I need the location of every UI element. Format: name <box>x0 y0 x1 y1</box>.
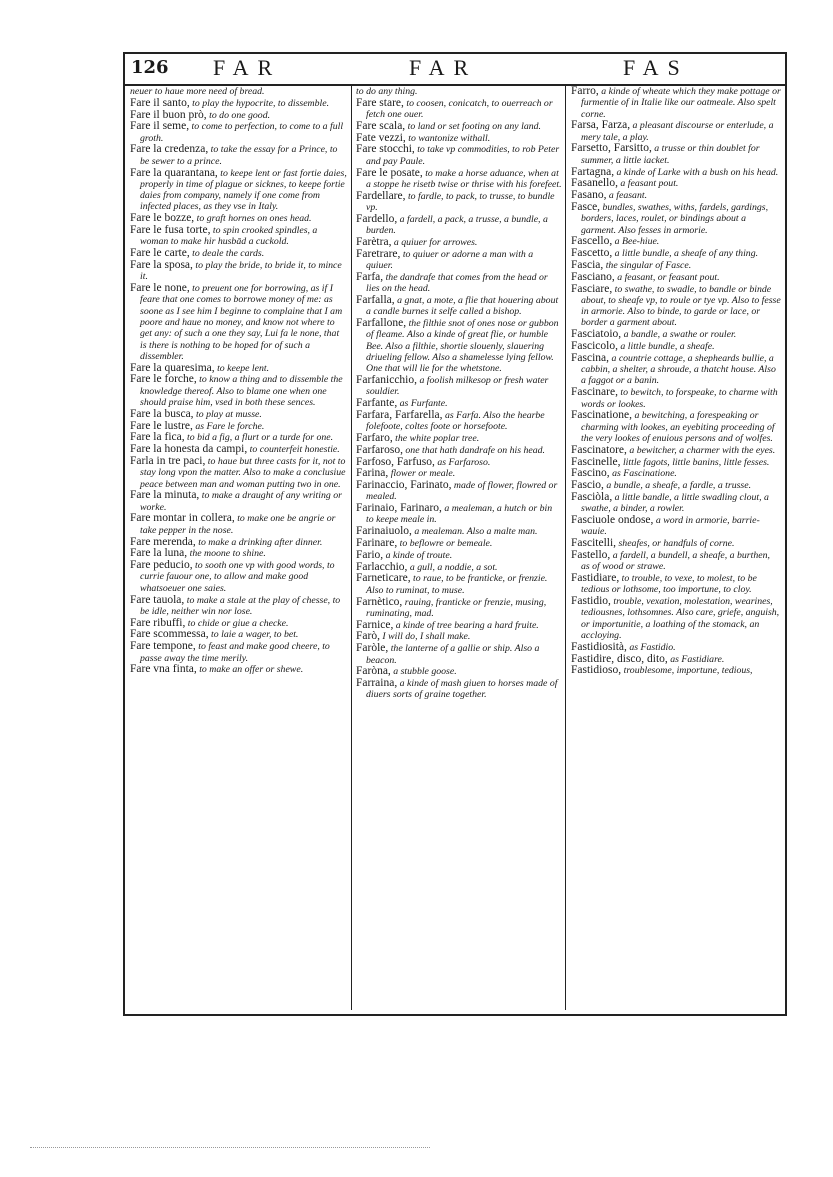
entry-headword: Farètra, <box>356 235 392 248</box>
entry-definition: as Fastidiare. <box>667 653 725 665</box>
dictionary-entry <box>130 213 348 224</box>
entry-definition: to take the essay for a Prince, to be sewer to a prince. <box>140 144 338 167</box>
dictionary-entry <box>571 654 781 665</box>
entry-definition: sheafes, or handfuls of corne. <box>616 538 735 550</box>
entry-headword: Fasciano, <box>571 270 615 283</box>
entry-headword: Fare tauola, <box>130 593 185 606</box>
entry-definition: a trusse or thin doublet for summer, a little iacket. <box>581 143 760 166</box>
entry-headword: Farò, <box>356 630 380 643</box>
dictionary-entry <box>356 468 562 479</box>
entry-headword: Farfaro, <box>356 431 393 444</box>
dictionary-entry <box>130 283 348 362</box>
entry-definition: to sooth one vp with good words, to currie fauour one, to allow and make good whatsoeuer one saies. <box>140 560 335 594</box>
dictionary-entry <box>571 202 781 236</box>
entry-definition: as Fascinatione. <box>609 468 677 480</box>
entry-headword: Fare le fusa torte, <box>130 224 211 237</box>
entry-definition: a fardell, a bundell, a sheafe, a burthen, as of wood or strawe. <box>581 549 770 573</box>
dictionary-entry <box>130 595 348 618</box>
entry-definition: a little bundle, a sheafe of any thing. <box>612 248 759 260</box>
dictionary-entry <box>356 295 562 318</box>
dictionary-entry <box>130 641 348 664</box>
dictionary-entry <box>356 318 562 374</box>
dictionary-entry <box>571 167 781 178</box>
entry-headword: Fate vezzi, <box>356 131 406 144</box>
dictionary-entry <box>356 249 562 272</box>
entry-definition: to play the bride, to bride it, to mince it. <box>140 259 342 283</box>
dictionary-entry <box>571 190 781 201</box>
dictionary-entry <box>571 86 781 120</box>
entry-headword: Farinaio, Farinaro, <box>356 502 442 515</box>
dictionary-entry <box>356 375 562 398</box>
entry-headword: Fascino, <box>571 467 610 480</box>
column-1 <box>130 86 348 1010</box>
entry-definition: to make one be angrie or take pepper in the nose. <box>140 513 336 536</box>
entry-definition: to deale the cards. <box>189 248 265 260</box>
entry-headword: Fare le lustre, <box>130 419 193 432</box>
entry-headword: Fastidio, <box>571 595 611 608</box>
entry-definition: a mealeman. Also a malte man. <box>411 526 538 538</box>
dictionary-entry <box>356 631 562 642</box>
dictionary-entry <box>356 433 562 444</box>
entry-headword: Farnètico, <box>356 595 403 608</box>
entry-headword: Faretrare, <box>356 247 401 260</box>
entry-definition: to keepe lent or fast fortie daies, properly in time of plague or sicknes, to keepe fortie daies from company, namely if one come from infected places, as they vse in Italy. <box>140 167 347 213</box>
dictionary-entry <box>356 133 562 144</box>
entry-headword: Fare il santo, <box>130 96 190 109</box>
entry-definition: to do one good. <box>206 109 271 121</box>
entry-definition: a mealeman, a hutch or bin to keepe meale in. <box>366 503 553 526</box>
entry-definition: a countrie cottage, a shepheards bullie, a cabbin, a shelter, a shroude, a thatcht house. Also a faggot or a banin. <box>581 352 776 387</box>
dictionary-entry <box>130 432 348 443</box>
entry-definition: a foolish milkesop or fresh water souldier. <box>366 374 549 398</box>
dictionary-entry <box>571 236 781 247</box>
entry-headword: Fare la busca, <box>130 407 194 420</box>
entry-definition: a pleasant discourse or enterlude, a mery tale, a play. <box>581 120 774 143</box>
entry-definition: the white poplar tree. <box>392 432 480 444</box>
entry-definition: to keepe lent. <box>214 362 270 374</box>
entry-headword: Farlacchio, <box>356 560 408 573</box>
dictionary-entry <box>130 537 348 548</box>
entry-definition: flower or meale. <box>388 468 456 480</box>
entry-definition: to chide or giue a checke. <box>185 617 289 629</box>
middle-guide-word: FAR <box>409 55 478 80</box>
dictionary-entry <box>571 248 781 259</box>
dictionary-entry <box>130 260 348 283</box>
entry-definition: a bundle, a sheafe, a fardle, a trusse. <box>603 480 752 492</box>
entry-headword: Fare la honesta da campi, <box>130 443 248 456</box>
entry-definition: to bewitch, to forspeake, to charme with words or lookes. <box>581 387 778 410</box>
entry-headword: Fare il buon prò, <box>130 108 207 121</box>
entry-headword: Farfa, <box>356 270 384 283</box>
dictionary-entry <box>356 538 562 549</box>
dictionary-entry <box>356 98 562 121</box>
entry-definition: to fardle, to pack, to trusse, to bundle vp. <box>366 190 555 213</box>
entry-headword: Fare merenda, <box>130 535 196 548</box>
entry-headword: Fasanello, <box>571 177 618 190</box>
page-number: 126 <box>131 57 169 78</box>
entry-headword: Fartagna, <box>571 165 615 178</box>
dictionary-entry <box>130 548 348 559</box>
entry-definition: to play at musse. <box>193 408 262 420</box>
dictionary-entry <box>130 444 348 455</box>
entry-headword: Fascinelle, <box>571 455 621 468</box>
dictionary-entry <box>130 225 348 248</box>
entry-definition: a bandle, a swathe or rouler. <box>621 329 737 341</box>
entry-definition: a kinde of Larke with a bush on his head. <box>614 166 779 178</box>
dictionary-entry <box>571 596 781 641</box>
entry-headword: Fare la quaresima, <box>130 361 215 374</box>
entry-headword: Fario, <box>356 548 384 561</box>
entry-definition: a kinde of troute. <box>383 549 453 561</box>
dictionary-entry <box>130 618 348 629</box>
entry-headword: Faròna, <box>356 665 391 678</box>
entry-headword: Farsetto, Farsitto, <box>571 142 652 155</box>
left-guide-word: FAR <box>213 55 282 80</box>
footer-rule <box>30 1147 430 1148</box>
entry-headword: Farfara, Farfarella, <box>356 408 443 421</box>
entry-headword: Fascia, <box>571 258 604 271</box>
entry-headword: Fare peducio, <box>130 559 193 572</box>
entry-headword: Farfalla, <box>356 293 395 306</box>
entry-headword: Fastidiare, <box>571 571 620 584</box>
entry-headword: Fascio, <box>571 479 604 492</box>
dictionary-entry <box>356 398 562 409</box>
dictionary-entry <box>130 490 348 513</box>
entry-definition: trouble, vexation, molestation, wearines, tediousnes, lothsomnes. Also care, griefe, anguish, or importunitie, a loathing of the stomack, an accloying. <box>581 596 780 641</box>
dictionary-entry <box>130 629 348 640</box>
entry-headword: Fasciuole ondose, <box>571 513 654 526</box>
dictionary-entry <box>571 642 781 653</box>
entry-definition: as Farfa. Also the hearbe folefoote, coltes foote or horsefoote. <box>366 409 545 433</box>
entry-definition: bundles, swathes, withs, fardels, gardings, borders, laces, roulet, or bindings about a garment. Also fesses in armorie. <box>581 201 769 236</box>
dictionary-entry <box>130 110 348 121</box>
entry-definition: a fardell, a pack, a trusse, a bundle, a burden. <box>366 213 548 237</box>
entry-definition: to swathe, to swadle, to bandle or binde about, to sheafe vp, to roule or tye vp. Also to fesse in armorie. Also to binde, to garde or lace, or border a garment about. <box>581 283 781 329</box>
entry-headword: Fasce, <box>571 200 601 213</box>
dictionary-entry <box>356 168 562 191</box>
dictionary-entry <box>356 573 562 596</box>
entry-definition: a bewitching, a forespeaking or charming with lookes, an eyebiting proceeding of the very lookes of enuious persons and of wolfes. <box>581 410 775 444</box>
entry-definition: a word in armorie, barrie-wauie. <box>581 514 760 538</box>
entry-headword: Fare stocchi, <box>356 143 415 156</box>
dictionary-entry <box>356 503 562 526</box>
dictionary-entry <box>356 480 562 503</box>
dictionary-entry <box>571 515 781 538</box>
entry-headword: Fascinare, <box>571 386 618 399</box>
entry-definition: to coosen, conicatch, to ouerreach or fetch one ouer. <box>366 97 553 121</box>
dictionary-entry <box>571 492 781 515</box>
entry-definition: to make a horse aduance, when at a stoppe he risetb twise or thrise with his forefeet. <box>366 167 562 190</box>
entry-definition: as Furfante. <box>397 398 448 410</box>
dictionary-entry <box>571 143 781 166</box>
entry-headword: Fardello, <box>356 212 398 225</box>
entry-definition: a quiuer for arrowes. <box>391 236 478 248</box>
right-guide-word: FAS <box>623 55 689 80</box>
column-3 <box>571 86 781 1010</box>
entry-headword: Fare scala, <box>356 119 406 132</box>
entry-headword: Fare la fica, <box>130 431 185 444</box>
entry-headword: Fare la luna, <box>130 547 188 560</box>
entry-definition: to take vp commodities, to rob Peter and pay Paule. <box>366 144 560 167</box>
dictionary-entry <box>571 445 781 456</box>
entry-definition: a little bundle, a sheafe. <box>617 341 715 353</box>
dictionary-entry <box>130 121 348 144</box>
entry-headword: Fare le none, <box>130 282 190 295</box>
entry-headword: Fare la sposa, <box>130 258 193 271</box>
column-divider <box>351 86 352 1010</box>
dictionary-entry <box>130 374 348 408</box>
entry-definition: to raue, to be franticke, or frenzie. Also to ruminat, to muse. <box>366 573 548 596</box>
dictionary-entry <box>571 353 781 387</box>
entry-definition: the filthie snot of ones nose or gubbon of fleame. Also a kinde of great flie, or humble Bee. Also a filthie, shortie slouenly, slauering driueling fellow. Also a shamelesse lying fellow. One that will lie for the whetstone. <box>366 317 559 375</box>
dictionary-entry <box>571 272 781 283</box>
dictionary-entry <box>571 120 781 143</box>
column-2 <box>356 86 562 1010</box>
dictionary-entry <box>356 550 562 561</box>
dictionary-entry <box>356 86 562 97</box>
entry-definition: a stubble goose. <box>390 666 457 678</box>
entry-headword: Fascello, <box>571 235 613 248</box>
entry-definition: a Bee-hiue. <box>612 236 660 248</box>
dictionary-entry <box>356 144 562 167</box>
dictionary-entry <box>571 284 781 329</box>
entry-definition: to trouble, to vexe, to molest, to be tedious or lothsome, too importune, to cloy. <box>581 572 757 596</box>
dictionary-entry <box>356 272 562 295</box>
dictionary-entry <box>130 98 348 109</box>
entry-headword: Farfante, <box>356 397 398 410</box>
entry-headword: Farneticare, <box>356 572 411 585</box>
entry-definition: to bid a fig, a flurt or a turde for one. <box>184 432 334 444</box>
entry-headword: Fasciare, <box>571 282 613 295</box>
entry-headword: Fare il seme, <box>130 120 190 133</box>
entry-headword: Fascina, <box>571 351 610 364</box>
entry-definition: the singular of Fasce. <box>603 259 692 271</box>
entry-headword: Farfaroso, <box>356 443 403 456</box>
dictionary-entry <box>356 678 562 701</box>
dictionary-entry <box>571 260 781 271</box>
entry-definition: the dandrafe that comes from the head or lies on the head. <box>366 271 548 295</box>
entry-definition: a feasant, or feasant pout. <box>614 271 720 283</box>
entry-definition: a little bandle, a little swadling clout, a swathe, a binder, a rowler. <box>581 491 769 515</box>
dictionary-entry <box>356 526 562 537</box>
dictionary-entry <box>130 513 348 536</box>
entry-definition: to laie a wager, to bet. <box>208 629 299 641</box>
dictionary-entry <box>130 421 348 432</box>
entry-definition: the lanterne of a gallie or ship. Also a beacon. <box>366 643 540 666</box>
entry-definition: to make a draught of any writing or worke. <box>140 490 342 513</box>
dictionary-entry <box>356 214 562 237</box>
entry-definition: to land or set footing on any land. <box>405 120 541 132</box>
entry-definition: to know a thing and to dissemble the knowledge thereof. Also to blame one when one should praise him, vsed in both these sences. <box>140 374 343 409</box>
entry-definition: to make a stale at the play of chesse, to be idle, neither win nor lose. <box>140 594 341 617</box>
dictionary-entry <box>356 121 562 132</box>
entry-headword: Farfanicchio, <box>356 373 417 386</box>
entry-headword: Fardellare, <box>356 189 406 202</box>
entry-definition: I will do, I shall make. <box>379 631 471 643</box>
entry-headword: Fare le bozze, <box>130 212 195 225</box>
entry-headword: Farfallone, <box>356 316 407 329</box>
entry-headword: Fare le carte, <box>130 247 190 260</box>
dictionary-page <box>123 52 787 1016</box>
entry-definition: a gnat, a mote, a flie that houering about a candle burnes it selfe called a bishop. <box>366 294 559 318</box>
entry-definition: neuer to haue more need of bread. <box>130 86 265 97</box>
entry-headword: Fare vna finta, <box>130 663 197 676</box>
entry-headword: Fascetto, <box>571 247 613 260</box>
dictionary-entry <box>130 560 348 594</box>
dictionary-entry <box>130 168 348 213</box>
entry-headword: Farla in tre paci, <box>130 455 206 467</box>
entry-headword: Fare stare, <box>356 96 404 109</box>
dictionary-entry <box>571 387 781 410</box>
dictionary-entry <box>571 178 781 189</box>
dictionary-entry <box>356 237 562 248</box>
entry-headword: Fare ribuffi, <box>130 616 186 629</box>
entry-definition: to preuent one for borrowing, as if I feare that one comes to borrowe money of me: as soone as I see him I beginne to complaine that I am poore and haue no money, and know not where to get any: of such a one they say, Lui fa le none, that is there is nothing to be hoped for of such a dissembler. <box>140 283 343 362</box>
entry-headword: Fare le posate, <box>356 166 423 179</box>
entry-headword: Farinaccio, Farinato, <box>356 479 452 492</box>
entry-headword: Fasano, <box>571 189 607 202</box>
entry-headword: Farro, <box>571 86 599 97</box>
entry-headword: Farsa, Farza, <box>571 119 631 132</box>
entry-headword: Fare le forche, <box>130 373 197 386</box>
entry-definition: to play the hypocrite, to dissemble. <box>189 97 330 109</box>
entry-headword: Fare montar in collera, <box>130 512 235 525</box>
entry-definition: one that hath dandrafe on his head. <box>402 444 545 456</box>
entry-headword: Fastidioso, <box>571 664 622 677</box>
entry-definition: to beflowre or bemeale. <box>397 538 493 550</box>
entry-definition: to do any thing. <box>356 86 418 97</box>
entry-definition: as Farfaroso. <box>434 456 491 468</box>
dictionary-entry <box>571 410 781 444</box>
entry-definition: the moone to shine. <box>187 548 266 560</box>
dictionary-entry <box>571 480 781 491</box>
dictionary-entry <box>356 191 562 214</box>
dictionary-entry <box>356 457 562 468</box>
entry-headword: Farraina, <box>356 677 398 690</box>
dictionary-entry <box>130 363 348 374</box>
entry-headword: Fastello, <box>571 548 611 561</box>
dictionary-entry <box>571 550 781 573</box>
entry-headword: Fascinatione, <box>571 409 632 422</box>
entry-definition: as Fare le forche. <box>192 420 265 432</box>
entry-definition: to feast and make good cheere, to passe away the time merily. <box>140 641 330 664</box>
dictionary-entry <box>356 620 562 631</box>
entry-headword: Fare la quarantana, <box>130 166 218 179</box>
entry-definition: to make an offer or shewe. <box>196 664 304 676</box>
entry-definition: as Fastidio. <box>626 641 676 653</box>
dictionary-entry <box>571 457 781 468</box>
entry-definition: made of flower, flowred or mealed. <box>366 480 558 503</box>
dictionary-entry <box>130 664 348 675</box>
dictionary-entry <box>356 445 562 456</box>
dictionary-entry <box>130 409 348 420</box>
dictionary-entry <box>130 86 348 97</box>
entry-headword: Farinaiuolo, <box>356 525 412 538</box>
entry-definition: to make a drinking after dinner. <box>195 536 323 548</box>
entry-definition: to spin crooked spindles, a woman to make hir husbād a cuckold. <box>140 225 318 248</box>
entry-headword: Farinare, <box>356 537 398 550</box>
entry-headword: Fare la minuta, <box>130 489 200 502</box>
entry-definition: to come to perfection, to come to a full groth. <box>140 121 344 144</box>
entry-definition: to counterfeit honestie. <box>247 444 340 456</box>
column-divider <box>565 86 566 1010</box>
dictionary-entry <box>571 665 781 676</box>
dictionary-entry <box>571 573 781 596</box>
entry-headword: Fascinatore, <box>571 443 627 456</box>
dictionary-entry <box>356 410 562 433</box>
entry-headword: Fastidiosità, <box>571 640 627 653</box>
entry-definition: little fagots, little banins, little fesses. <box>620 456 770 468</box>
entry-headword: Farfoso, Farfuso, <box>356 455 435 468</box>
dictionary-entry <box>130 456 348 490</box>
entry-headword: Fare scommessa, <box>130 628 209 641</box>
entry-definition: rauing, franticke or frenzie, musing, ruminating, mad. <box>366 596 547 619</box>
entry-definition: a kinde of wheate which they make pottage or furmentie of in Italie like our oatmeale. Also spelt corne. <box>581 86 781 120</box>
entry-definition: a gull, a noddie, a sot. <box>407 561 498 573</box>
entry-headword: Fasciòla, <box>571 490 613 503</box>
entry-definition: to graft hornes on ones head. <box>194 213 312 225</box>
entry-definition: to wantonize withall. <box>405 132 491 144</box>
dictionary-entry <box>571 468 781 479</box>
dictionary-entry <box>571 538 781 549</box>
entry-headword: Farina, <box>356 467 389 480</box>
running-header <box>125 54 785 86</box>
dictionary-entry <box>356 597 562 620</box>
dictionary-entry <box>571 341 781 352</box>
entry-headword: Fascitelli, <box>571 537 617 550</box>
entry-definition: a kinde of tree bearing a hard fruite. <box>393 619 539 631</box>
dictionary-entry <box>356 643 562 666</box>
entry-definition: troublesome, importune, tedious, <box>621 665 753 677</box>
entry-definition: a kinde of mash giuen to horses made of diuers sorts of graine together. <box>366 678 558 701</box>
dictionary-entry <box>130 144 348 167</box>
dictionary-entry <box>356 562 562 573</box>
entry-headword: Fare la credenza, <box>130 143 209 156</box>
entry-headword: Fascicolo, <box>571 340 618 353</box>
entry-definition: a bewitcher, a charmer with the eyes. <box>626 444 776 456</box>
entry-headword: Fare tempone, <box>130 640 196 653</box>
entry-definition: to quiuer or adorne a man with a quiuer. <box>366 248 534 271</box>
dictionary-entry <box>356 666 562 677</box>
entry-headword: Fastidire, disco, dito, <box>571 652 668 665</box>
entry-headword: Faròle, <box>356 642 389 655</box>
entry-definition: a feasant. <box>606 190 648 202</box>
dictionary-entry <box>130 248 348 259</box>
dictionary-entry <box>571 329 781 340</box>
entry-definition: a feasant pout. <box>617 178 679 190</box>
entry-headword: Fasciatoio, <box>571 328 622 341</box>
entry-definition: to haue but three casts for it, not to stay long vpon the matter. Also to make a conclusiue peace between man and woman putting two in one. <box>140 456 346 490</box>
entry-headword: Farnice, <box>356 618 394 631</box>
